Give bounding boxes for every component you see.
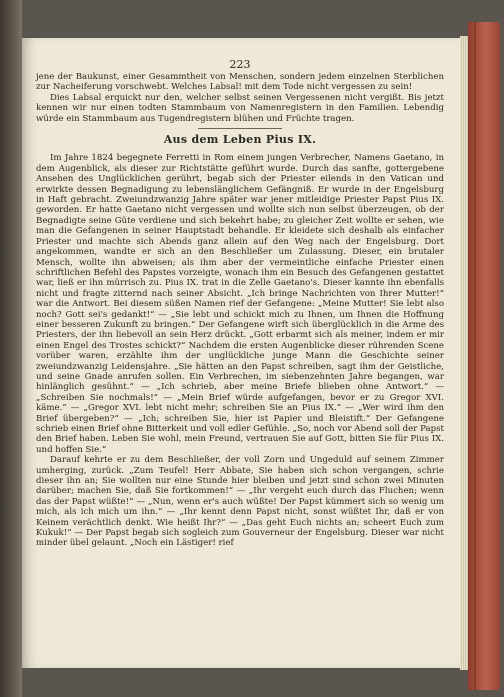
paragraph: Dies Labsal erquickt nur den, welcher selbst seinen Vergessenen nicht vergißt. Bis jetzt kennen wir nur einen todten Stammbaum von Namenregistern in den Familien. Lebendig würde ein Stammbaum aus Tugendregistern blühen und Früchte tragen.	[36, 92, 444, 124]
title-rule	[198, 128, 282, 129]
paragraph: Im Jahre 1824 begegnete Ferretti in Rom einem jungen Verbrecher, Namens Gaetano, in dem Augenblick, als dieser zur Richtstätte geführt wurde. Durch das sanfte, gottergebene Ansehen des Unglücklichen gerührt, begab sich der Priester eilends in den Vatican und erwirkte dessen Begnadigung zu lebenslänglichem Gefängniß. Er wurde in der Engelsburg in Haft gebracht. Zweiundzwanzig Jahre später war jener mitleidige Priester Papst Pius IX. geworden. Er hatte Gaetano nicht vergessen und wollte sich nun selbst überzeugen, ob der Begnadigte seine Güte verdiene und sich bekehrt habe; zu gleicher Zeit wollte er sehen, wie man die Gefangenen in seiner Hauptstadt behandle. Er kleidete sich deshalb als einfacher Priester und machte sich Abends ganz allein auf den Weg nach der Engelsburg. Dort angekommen, wandte er sich an den Beschließer um Zulassung. Dieser, ein brutaler Mensch, wollte ihn abweisen; als ihm aber der vermeintliche einfache Priester einen schriftlichen Befehl des Papstes vorzeigte, wonach ihm ein Besuch des Gefangenen gestattet war, ließ er ihn mürrisch zu. Pius IX. trat in die Zelle Gaetano's. Dieser kannte ihn ebenfalls nicht und fragte zitternd nach seiner Absicht. „Ich bringe Nachrichten von Ihrer Mutter!“ war die Antwort. Bei diesem süßen Namen rief der Gefangene: „Meine Mutter! Sie lebt also noch? Gott sei's gedankt!“ — „Sie lebt und schickt mich zu Ihnen, um Ihnen die Hoffnung einer besseren Zukunft zu bringen.“ Der Gefangene wirft sich überglücklich in die Arme des Priesters, der ihn liebevoll an sein Herz drückt. „Gott erbarmt sich als meiner, indem er mir einen Engel des Trostes schickt?“ Nachdem die ersten Augenblicke dieser rührenden Scene vorüber waren, erzählte ihm der unglückliche junge Mann die Geschichte seiner zweiundzwanzig Leidensjahre. „Sie hätten an den Papst schreiben, sagt ihm der Geistliche, und seine Gnade anrufen sollen. Ein Verbrechen, im siebenzehnten Jahre begangen, war hinlänglich gesühnt.“ — „Ich schrieb, aber meine Briefe blieben ohne Antwort.“ — „Schreiben Sie nochmals!“ — „Mein Brief würde aufgefangen, bevor er zu Gregor XVI. käme.“ — „Gregor XVI. lebt nicht mehr; schreiben Sie an Pius IX.“ — „Wer wird ihm den Brief übergeben?“ — „Ich; schreiben Sie, hier ist Papier und Bleistift.“ Der Gefangene schrieb einen Brief ohne Bitterkeit und voll edler Gefühle. „So, noch vor Abend soll der Papst den Brief haben. Leben Sie wohl, mein Freund, vertrauen Sie auf Gott, bitten Sie für Pius IX. und hoffen Sie.“	[36, 153, 444, 455]
page-edges	[460, 36, 468, 670]
page-number: 223	[229, 58, 251, 71]
text-column	[36, 72, 444, 549]
paragraph: jene der Baukunst, einer Gesammtheit von Menschen, sondern jedem einzelnen Sterblichen zur Nacheiferung vorschwebt. Welches Labsal! mit dem Tode nicht vergessen zu sein!	[36, 72, 444, 93]
section-title: Aus dem Leben Pius IX.	[163, 133, 317, 147]
paragraph: Darauf kehrte er zu dem Beschließer, der voll Zorn und Ungeduld auf seinem Zimmer umherging, zurück. „Zum Teufel! Herr Abbate, Sie haben sich schon vergangen, schrie dieser ihn an; Sie wollten nur eine Stunde hier bleiben und jetzt sind schon zwei Minuten darüber; machen Sie, daß Sie fortkommen!“ — „Ihr vergeht euch durch das Fluchen; wenn das der Papst wüßte!“ — „Nun, wenn er's auch wüßte! Der Papst kümmert sich so wenig um mich, als ich mich um ihn.“ — „Ihr kennt denn Papst nicht, sonst wüßtet Ihr, daß er von Keinem verächtlich denkt. Wie heißt Ihr?“ — „Das geht Euch nichts an; scheert Euch zum Kukuk!“ — Der Papst begab sich sogleich zum Gouverneur der Engelsburg. Dieser war nicht minder übel gelaunt. „Noch ein Lästiger! rief	[36, 455, 444, 549]
book-spine	[468, 22, 500, 690]
book-cover-left	[0, 0, 22, 697]
